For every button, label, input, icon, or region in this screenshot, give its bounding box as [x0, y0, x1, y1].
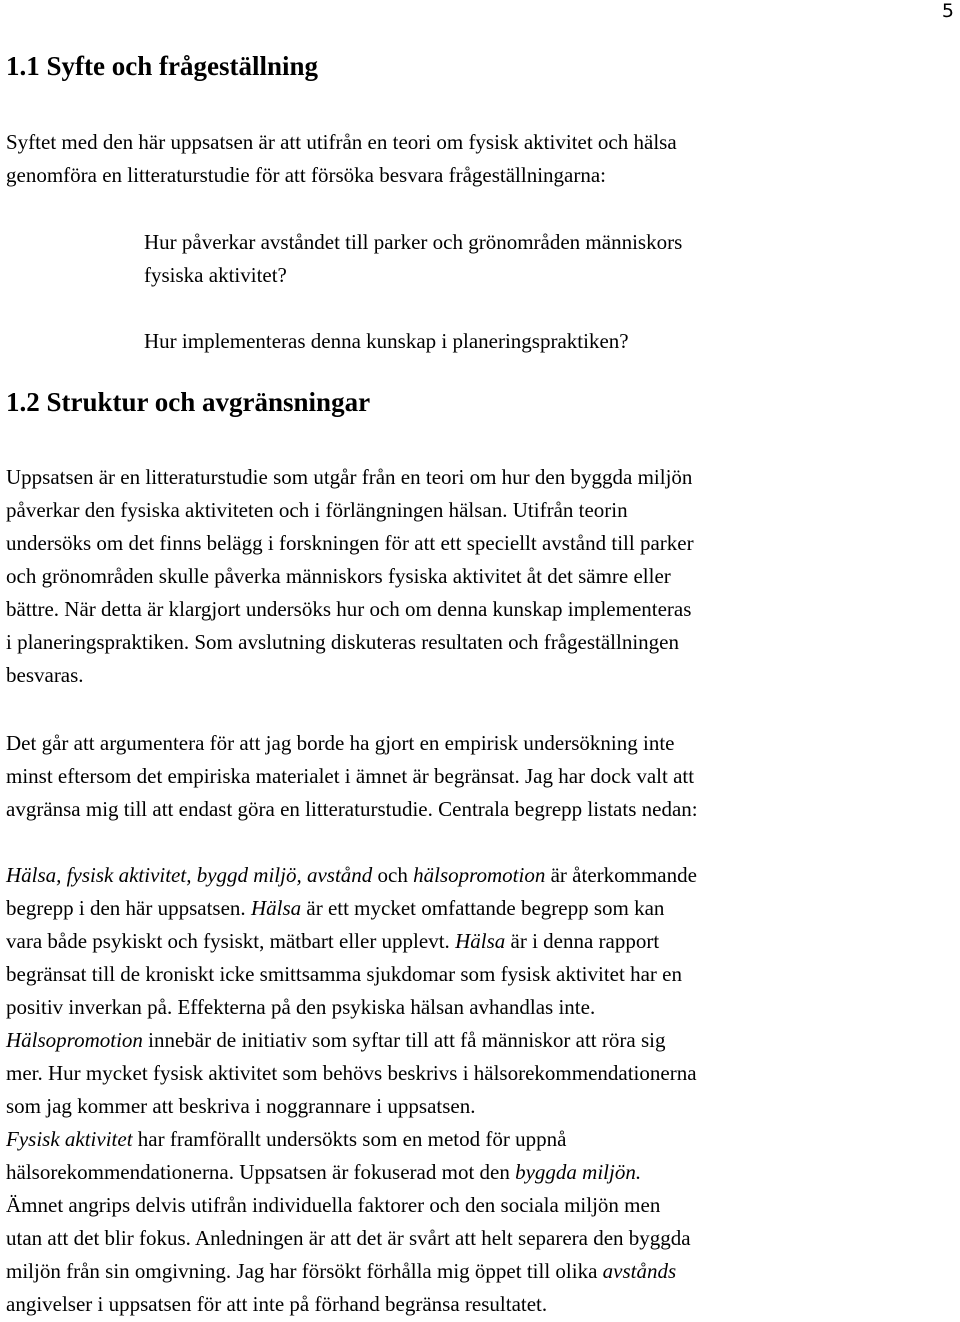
- text-line: undersöks om det finns belägg i forskningen för att ett speciellt avstånd till parker: [6, 531, 694, 555]
- text-fragment: är i denna rapport: [510, 929, 660, 953]
- structure-paragraph: [6, 461, 956, 692]
- text-line: Syftet med den här uppsatsen är att utifrån en teori om fysisk aktivitet och hälsa: [6, 130, 677, 154]
- text-fragment: har framförallt undersökts som en metod för uppnå: [137, 1127, 567, 1151]
- text-line: och grönområden skulle påverka människors fysiska aktivitet åt det sämre eller: [6, 564, 671, 588]
- text-line: besvaras.: [6, 663, 84, 687]
- text-line: angivelser i uppsatsen för att inte på förhand begränsa resultatet.: [6, 1292, 548, 1316]
- text-fragment: vara både psykiskt och fysiskt, mätbart eller upplevt.: [6, 929, 450, 953]
- text-fragment: begrepp i den här uppsatsen.: [6, 896, 246, 920]
- section-heading-struktur: 1.2 Struktur och avgränsningar: [6, 387, 371, 417]
- key-term-halsopromotion: hälsopromotion: [413, 863, 546, 887]
- text-line: [6, 1123, 956, 1156]
- text-line: [6, 1255, 956, 1288]
- text-line: [6, 925, 956, 958]
- research-question-1: [144, 226, 944, 292]
- key-term-avstands: avstånds: [602, 1259, 677, 1283]
- text-line: mer. Hur mycket fysisk aktivitet som behövs beskrivs i hälsorekommendationerna: [6, 1061, 697, 1085]
- intro-paragraph: [6, 126, 956, 192]
- key-term-byggda-miljon: byggda miljön.: [515, 1160, 642, 1184]
- delimitation-paragraph: [6, 727, 956, 826]
- text-line: bättre. När detta är klargjort undersöks hur och om denna kunskap implementeras: [6, 597, 692, 621]
- text-line: [6, 1024, 956, 1057]
- key-term-halsopromotion: Hälsopromotion: [6, 1028, 143, 1052]
- text-line: påverkar den fysiska aktiviteten och i förlängningen hälsan. Utifrån teorin: [6, 498, 628, 522]
- text-line: som jag kommer att beskriva i noggrannare i uppsatsen.: [6, 1094, 476, 1118]
- text-line: Hur implementeras denna kunskap i planeringspraktiken?: [144, 329, 629, 353]
- text-line: i planeringspraktiken. Som avslutning diskuteras resultaten och frågeställningen: [6, 630, 680, 654]
- research-question-2: [144, 325, 944, 358]
- text-line: avgränsa mig till att endast göra en litteraturstudie. Centrala begrepp listats nedan:: [6, 797, 698, 821]
- text-line: genomföra en litteraturstudie för att försöka besvara frågeställningarna:: [6, 163, 607, 187]
- text-line: Hur påverkar avståndet till parker och grönområden människors: [144, 230, 683, 254]
- section-heading-syfte: 1.1 Syfte och frågeställning: [6, 51, 318, 81]
- key-terms: Hälsa, fysisk aktivitet, byggd miljö, avstånd: [6, 863, 373, 887]
- text-line: begränsat till de kroniskt icke smittsamma sjukdomar som fysisk aktivitet har en: [6, 962, 682, 986]
- text-line: Det går att argumentera för att jag borde ha gjort en empirisk undersökning inte: [6, 731, 675, 755]
- key-term-fysisk-aktivitet: Fysisk aktivitet: [6, 1127, 133, 1151]
- text-line: [6, 859, 956, 892]
- text-fragment: miljön från sin omgivning. Jag har försökt förhålla mig öppet till olika: [6, 1259, 598, 1283]
- text-fragment: och: [377, 863, 408, 887]
- text-line: Uppsatsen är en litteraturstudie som utgår från en teori om hur den byggda miljön: [6, 465, 693, 489]
- text-fragment: hälsorekommendationerna. Uppsatsen är fokuserad mot den: [6, 1160, 510, 1184]
- text-line: Ämnet angrips delvis utifrån individuella faktorer och den sociala miljön men: [6, 1193, 661, 1217]
- text-line: positiv inverkan på. Effekterna på den psykiska hälsan avhandlas inte.: [6, 995, 596, 1019]
- key-term-halsa: Hälsa: [455, 929, 506, 953]
- text-line: minst eftersom det empiriska materialet i ämnet är begränsat. Jag har dock valt att: [6, 764, 695, 788]
- concepts-paragraph: [6, 859, 956, 1321]
- text-line: utan att det blir fokus. Anledningen är att det är svårt att helt separera den byggda: [6, 1226, 691, 1250]
- text-line: [6, 1156, 956, 1189]
- text-fragment: är återkommande: [550, 863, 697, 887]
- page-number: 5: [941, 0, 954, 22]
- text-line: [6, 892, 956, 925]
- text-fragment: är ett mycket omfattande begrepp som kan: [306, 896, 665, 920]
- text-fragment: innebär de initiativ som syftar till att få människor att röra sig: [148, 1028, 666, 1052]
- key-term-halsa: Hälsa: [250, 896, 302, 920]
- text-line: fysiska aktivitet?: [144, 263, 287, 287]
